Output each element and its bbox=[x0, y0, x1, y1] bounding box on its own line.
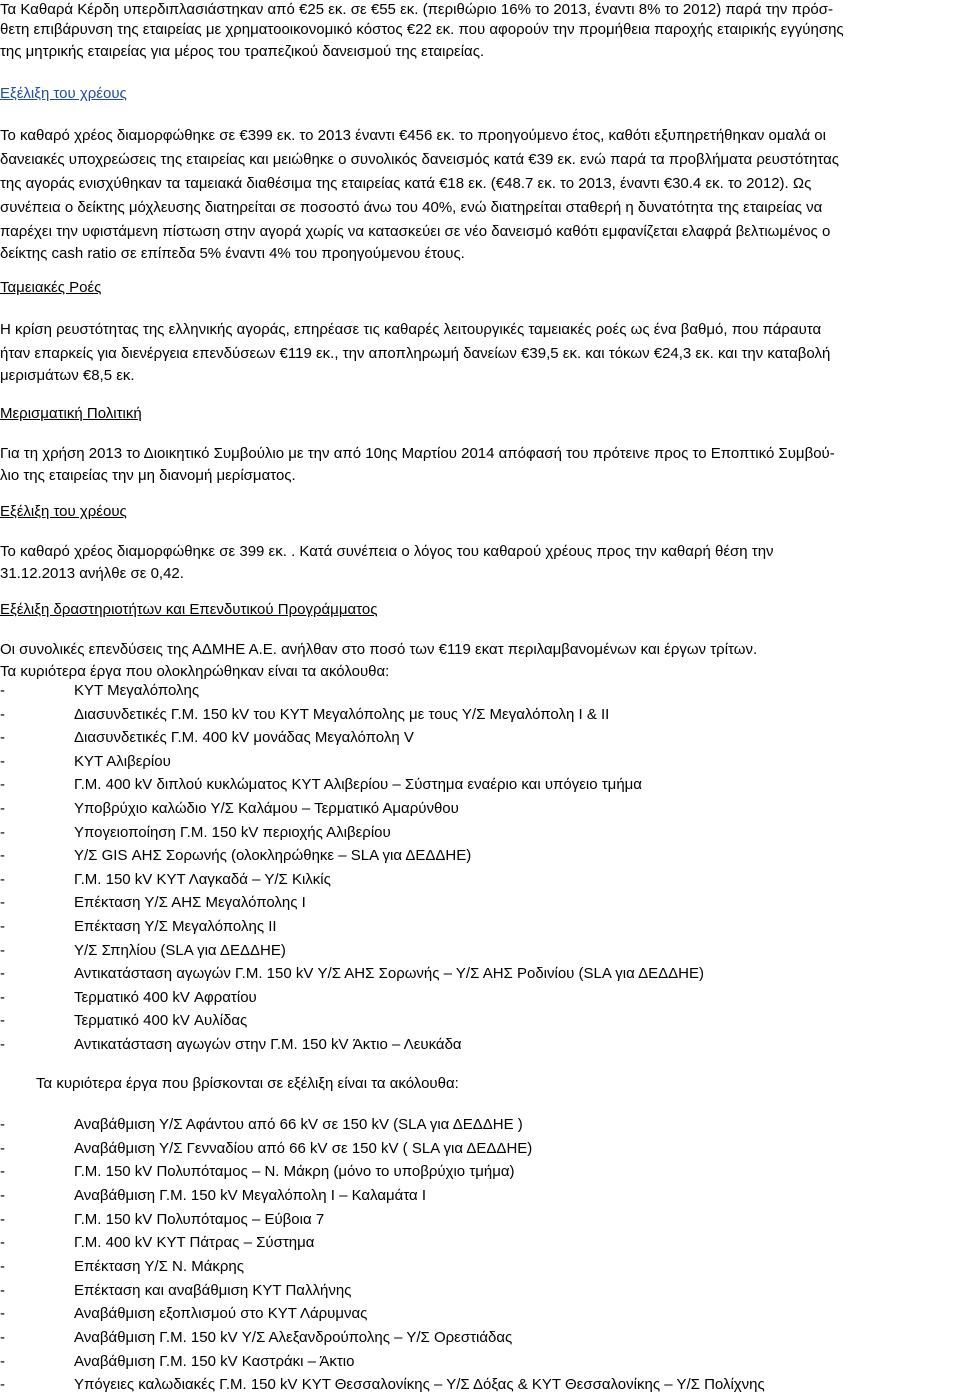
section-heading-activities: Εξέλιξη δραστηριοτήτων και Επενδυτικού Προγράμματος bbox=[0, 601, 378, 618]
list-dash: - bbox=[0, 1328, 5, 1346]
paragraph-line: συνέπεια ο δείκτης μόχλευσης διατηρείται σε ποσοστό άνω του 40%, ενώ διατηρείται σταθερή η δυνατότητα της εταιρείας να bbox=[0, 199, 823, 216]
list-dash: - bbox=[0, 705, 5, 723]
list-dash: - bbox=[0, 752, 5, 770]
list-item-text: Γ.Μ. 400 kV ΚΥΤ Πάτρας – Σύστημα bbox=[74, 1234, 315, 1252]
list-item-text: Επέκταση Υ/Σ ΑΗΣ Μεγαλόπολης Ι bbox=[74, 894, 306, 912]
list-item-text: Αναβάθμιση Γ.Μ. 150 kV Μεγαλόπολη Ι – Καλαμάτα Ι bbox=[74, 1186, 427, 1204]
section-heading-debt-2: Εξέλιξη του χρέους bbox=[0, 503, 127, 520]
list-dash: - bbox=[0, 800, 5, 817]
list-dash: - bbox=[0, 1012, 5, 1030]
list-dash: - bbox=[0, 776, 5, 794]
paragraph-line: μερισμάτων €8,5 εκ. bbox=[0, 367, 135, 384]
intro-line: θετη επιβάρυνση της εταιρείας με χρηματοοικονομικό κόστος €22 εκ. που αφορούν την προμήθεια παροχής εταιρικής εγγύησης bbox=[0, 21, 844, 38]
paragraph-line: δείκτης cash ratio σε επίπεδα 5% έναντι 4% του προηγούμενου έτους. bbox=[0, 245, 465, 262]
list-item-text: Γ.Μ. 150 kV Πολυπόταμος – Ν. Μάκρη (μόνο το υποβρύχιο τμήμα) bbox=[74, 1163, 515, 1181]
list-item-text: Επέκταση και αναβάθμιση ΚΥΤ Παλλήνης bbox=[74, 1281, 352, 1299]
list-item-text: Τερματικό 400 kV Αφρατίου bbox=[74, 988, 257, 1006]
list-item-text: Υπόγειες καλωδιακές Γ.Μ. 150 kV ΚΥΤ Θεσσαλονίκης – Υ/Σ Δόξας & ΚΥΤ Θεσσαλονίκης – Υ/Σ Πολίχνης bbox=[74, 1376, 765, 1394]
section-heading-cashflow: Ταμειακές Ροές bbox=[0, 279, 102, 296]
list-item-text: Υπογειοποίηση Γ.Μ. 150 kV περιοχής Αλιβερίου bbox=[74, 823, 391, 841]
list-dash: - bbox=[0, 1210, 5, 1228]
paragraph-line: της αγοράς ενισχύθηκαν τα ταμειακά διαθέσιμα της εταιρείας κατά €18 εκ. (€48.7 εκ. το 2013, έναντι €30.4 εκ. το 2012). Ως bbox=[0, 175, 812, 192]
paragraph-line: ήταν επαρκείς για διενέργεια επενδύσεων €119 εκ., την αποπληρωμή δανείων €39,5 εκ. και τόκων €24,3 εκ. και την καταβολή bbox=[0, 345, 831, 362]
list-item-text: ΚΥΤ Αλιβερίου bbox=[74, 752, 171, 770]
list-dash: - bbox=[0, 847, 5, 865]
list-dash: - bbox=[0, 1234, 5, 1252]
paragraph-line: Τα κυριότερα έργα που ολοκληρώθηκαν είναι τα ακόλουθα: bbox=[0, 663, 390, 680]
list-item-text: Τερματικό 400 kV Αυλίδας bbox=[74, 1012, 248, 1030]
ongoing-intro: Τα κυριότερα έργα που βρίσκονται σε εξέλιξη είναι τα ακόλουθα: bbox=[36, 1075, 459, 1092]
list-item-text: Διασυνδετικές Γ.Μ. 400 kV μονάδας Μεγαλόπολη V bbox=[74, 729, 414, 747]
list-dash: - bbox=[0, 1163, 5, 1181]
list-dash: - bbox=[0, 823, 5, 841]
intro-line: Τα Καθαρά Κέρδη υπερδιπλασιάστηκαν από €25 εκ. σε €55 εκ. (περιθώριο 16% το 2013, έναντι 8% το 2012) παρά την πρόσ- bbox=[0, 1, 834, 18]
list-item-text: Υποβρύχιο καλώδιο Υ/Σ Καλάμου – Τερματικό Αμαρύνθου bbox=[74, 800, 459, 817]
list-dash: - bbox=[0, 941, 5, 959]
list-item-text: Αναβάθμιση Γ.Μ. 150 kV Υ/Σ Αλεξανδρούπολης – Υ/Σ Ορεστιάδας bbox=[74, 1328, 513, 1346]
list-item-text: Αναβάθμιση Υ/Σ Γενναδίου από 66 kV σε 150 kV ( SLA για ΔΕΔΔΗΕ) bbox=[74, 1139, 533, 1157]
paragraph-line: Η κρίση ρευστότητας της ελληνικής αγοράς, επηρέασε τις καθαρές λειτουργικές ταμειακές ροές ως ένα βαθμό, που πάραυτα bbox=[0, 321, 822, 338]
list-item-text: Αναβάθμιση εξοπλισμού στο ΚΥΤ Λάρυμνας bbox=[74, 1305, 368, 1323]
list-dash: - bbox=[0, 1036, 5, 1053]
section-heading-dividend: Μερισματική Πολιτική bbox=[0, 405, 142, 422]
paragraph-line: παρέχει την υφιστάμενη πίστωση στην αγορά χωρίς να κατασκεύει σε νέο δανεισμό καθότι εμφανίζεται ελαφρά βελτιωμένος ο bbox=[0, 223, 831, 240]
paragraph-line: Οι συνολικές επενδύσεις της ΑΔΜΗΕ Α.Ε. ανήλθαν στο ποσό των €119 εκατ περιλαμβανομένων και έργων τρίτων. bbox=[0, 641, 758, 658]
list-item-text: Αναβάθμιση Γ.Μ. 150 kV Καστράκι – Άκτιο bbox=[74, 1352, 355, 1370]
section-heading-debt: Εξέλιξη του χρέους bbox=[0, 85, 127, 102]
list-dash: - bbox=[0, 1376, 5, 1394]
list-dash: - bbox=[0, 1305, 5, 1323]
list-dash: - bbox=[0, 1116, 5, 1133]
list-item-text: Αναβάθμιση Υ/Σ Αφάντου από 66 kV σε 150 kV (SLA για ΔΕΔΔΗΕ ) bbox=[74, 1116, 523, 1133]
list-dash: - bbox=[0, 1352, 5, 1370]
list-dash: - bbox=[0, 965, 5, 983]
list-item-text: Υ/Σ GIS ΑΗΣ Σορωνής (ολοκληρώθηκε – SLA για ΔΕΔΔΗΕ) bbox=[74, 847, 472, 865]
paragraph-line: 31.12.2013 ανήλθε σε 0,42. bbox=[0, 565, 184, 582]
list-dash: - bbox=[0, 1257, 5, 1275]
list-item-text: Επέκταση Υ/Σ Μεγαλόπολης ΙΙ bbox=[74, 918, 277, 935]
list-dash: - bbox=[0, 894, 5, 912]
list-dash: - bbox=[0, 729, 5, 747]
list-dash: - bbox=[0, 1281, 5, 1299]
paragraph-line: Το καθαρό χρέος διαμορφώθηκε σε 399 εκ. . Κατά συνέπεια ο λόγος του καθαρού χρέους προς την καθαρή θέση την bbox=[0, 543, 774, 560]
list-item-text: Αντικατάσταση αγωγών Γ.Μ. 150 kV Υ/Σ ΑΗΣ Σορωνής – Υ/Σ ΑΗΣ Ροδινίου (SLA για ΔΕΔΔΗΕ) bbox=[74, 965, 704, 983]
list-dash: - bbox=[0, 1186, 5, 1204]
list-dash: - bbox=[0, 870, 5, 888]
list-dash: - bbox=[0, 988, 5, 1006]
list-item-text: Γ.Μ. 150 kV Πολυπόταμος – Εύβοια 7 bbox=[74, 1210, 325, 1228]
list-dash: - bbox=[0, 682, 5, 699]
list-dash: - bbox=[0, 918, 5, 935]
list-item-text: Υ/Σ Σπηλίου (SLA για ΔΕΔΔΗΕ) bbox=[74, 941, 286, 959]
intro-line: της μητρικής εταιρείας για μέρος του τραπεζικού δανεισμού της εταιρείας. bbox=[0, 43, 485, 60]
paragraph-line: Το καθαρό χρέος διαμορφώθηκε σε €399 εκ. το 2013 έναντι €456 εκ. το προηγούμενο έτος, καθότι εξυπηρετήθηκαν ομαλά οι bbox=[0, 127, 826, 144]
list-item-text: Επέκταση Υ/Σ Ν. Μάκρης bbox=[74, 1257, 244, 1275]
list-item-text: Γ.Μ. 150 kV ΚΥΤ Λαγκαδά – Υ/Σ Κιλκίς bbox=[74, 870, 331, 888]
list-dash: - bbox=[0, 1139, 5, 1157]
paragraph-line: λιο της εταιρείας την μη διανομή μερίσματος. bbox=[0, 467, 296, 484]
list-item-text: Αντικατάσταση αγωγών στην Γ.Μ. 150 kV Άκτιο – Λευκάδα bbox=[74, 1036, 462, 1053]
paragraph-line: δανειακές υποχρεώσεις της εταιρείας και μειώθηκε ο συνολικός δανεισμός κατά €39 εκ. ενώ παρά τα προβλήματα ρευστότητας bbox=[0, 151, 839, 168]
paragraph-line: Για τη χρήση 2013 το Διοικητικό Συμβούλιο με την από 10ης Μαρτίου 2014 απόφασή του πρότεινε προς το Εποπτικό Συμβού- bbox=[0, 445, 835, 462]
list-item-text: ΚΥΤ Μεγαλόπολης bbox=[74, 682, 200, 699]
list-item-text: Διασυνδετικές Γ.Μ. 150 kV του ΚΥΤ Μεγαλόπολης με τους Υ/Σ Μεγαλόπολη Ι & ΙΙ bbox=[74, 705, 610, 723]
list-item-text: Γ.Μ. 400 kV διπλού κυκλώματος ΚΥΤ Αλιβερίου – Σύστημα εναέριο και υπόγειο τμήμα bbox=[74, 776, 642, 794]
